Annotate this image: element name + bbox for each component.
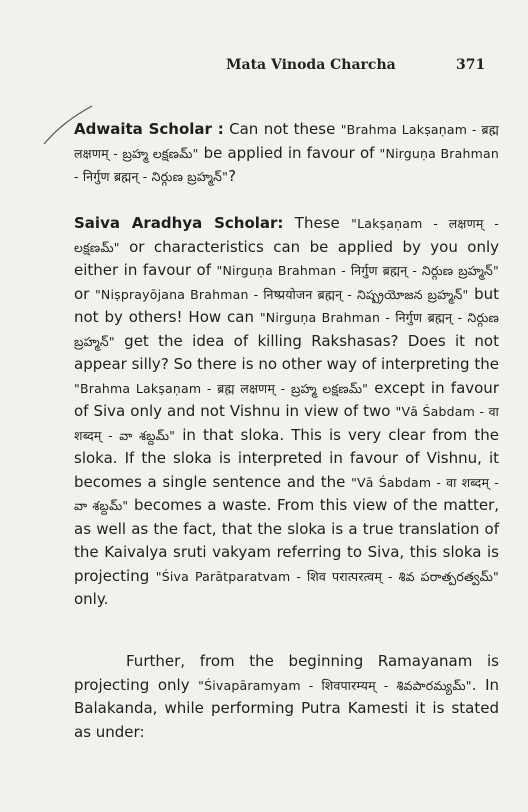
text-run: . In Balakanda, while performing Putra Kamesti it is stated as under:: [74, 675, 499, 741]
quoted-term: "Śiva Parātparatvam - शिव परात्परत्वम् - శివ పరాత్పరత్వమ్": [155, 568, 499, 584]
speaker-label: Saiva Aradhya Scholar:: [74, 214, 284, 232]
paragraph-further: [74, 650, 499, 744]
text-run: but not by others! How can: [74, 284, 499, 326]
text-run: or: [74, 284, 95, 303]
text-run: get the idea of killing Rakshasas? Does it not appear silly? So there is no other way of interpreting the: [74, 331, 499, 373]
text-run: or characteristics can be applied by you only either in favour of: [74, 237, 499, 279]
text-run: Can not these: [223, 120, 341, 138]
speaker-label: Adwaita Scholar :: [74, 120, 224, 138]
quoted-term: "Vā Śabdam - वा शब्दम् - వా శబ్దమ్": [74, 474, 499, 513]
quoted-term: "Nirguṇa Brahman - निर्गुण ब्रह्मन् - నిర్గుణ బ్రహ్మన్": [216, 263, 499, 278]
paragraph-text: [74, 214, 499, 608]
text-run: only.: [74, 590, 109, 608]
text-run: These: [283, 214, 352, 232]
paragraph-text: [74, 652, 499, 741]
running-title: Mata Vinoda Charcha: [226, 57, 396, 73]
text-run: ?: [228, 167, 237, 185]
text-run: be applied in favour of: [198, 143, 380, 162]
quoted-term: "Nirguṇa Brahman - निर्गुण ब्रह्मन् - నిర్గుణ బ్రహ్మన్": [74, 310, 499, 349]
page-number: 371: [456, 57, 486, 73]
quoted-term: "Brahma Lakṣaṇam - ब्रह्म लक्षणम् - బ్రహ్మ లక్షణమ్": [74, 122, 499, 161]
quoted-term: "Vā Śabdam - वा शब्दम् - వా శబ్దమ్": [74, 404, 499, 443]
text-run: Further, from the beginning Ramayanam is projecting only: [74, 652, 499, 694]
quoted-term: "Nirguṇa Brahman - निर्गुण ब्रह्मन् - నిర్గుణ బ్రహ్మన్": [74, 145, 499, 184]
quoted-term: "Brahma Lakṣaṇam - ब्रह्म लक्षणम् - బ్రహ్మ లక్షణమ్": [74, 380, 369, 396]
text-run: in that sloka. This is very clear from the sloka. If the sloka is interpreted in favour of Vishnu, it becomes a single sentence and the: [74, 425, 499, 491]
paragraph-adwaita: [74, 118, 499, 189]
paragraph-saiva: [74, 212, 499, 612]
quoted-term: "Niṣprayōjana Brahman - निष्प्रयोजन ब्रह्मन् - నిష్ప్రయోజన బ్రహ్మన్": [94, 286, 469, 302]
quoted-term: "Lakṣaṇam - लक्षणम् - లక్షణమ్": [74, 216, 499, 255]
quoted-term: "Śivapāramyam - शिवपारम्यम् - శివపారమ్యమ్": [198, 677, 472, 693]
text-run: becomes a waste. From this view of the matter, as well as the fact, that the sloka is a true translation of the Kaivalya sruti vakyam referring to Siva, this sloka is projecting: [74, 496, 500, 585]
text-run: except in favour of Siva only and not Vishnu in view of two: [74, 378, 499, 420]
